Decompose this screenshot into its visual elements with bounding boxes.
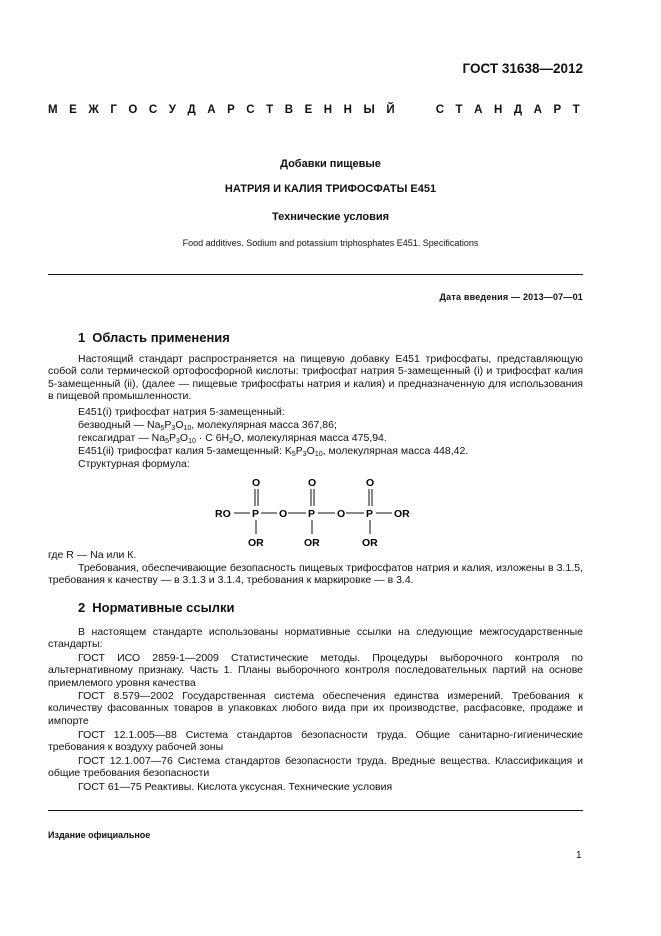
formula-right-group: OR [394,508,410,520]
title-divider [48,274,583,275]
section-1-heading [78,330,230,345]
interstate-letter: С [148,104,158,116]
section-2-heading [78,600,234,615]
interstate-standard-heading [48,104,580,116]
e451ii-line: Е451(ii) трифосфат калия 5-замещенный: $K_5P_3O_{10}$, молекулярная масса 448,42. [78,445,469,458]
interstate-letter: Н [323,104,333,116]
interstate-letter: Р [227,104,235,116]
title-line-1: Добавки пищевые [280,158,381,170]
interstate-letter: Г [110,104,117,116]
document-number: ГОСТ 31638—2012 [462,61,583,76]
section-2-title: Нормативные ссылки [92,600,235,615]
interstate-letter: А [207,104,216,116]
interstate-letter: С [435,104,444,116]
title-line-2: НАТРИЯ И КАЛИЯ ТРИФОСФАТЫ Е451 [224,183,437,195]
reference-item: ГОСТ ИСО 2859-1—2009 Статистические методы. Процедуры выборочного контроля по альтернативному признаку. Часть 1. Планы выборочного контроля последовательных партий на основе приемлемого уровня качества [48,652,583,689]
reference-item: ГОСТ 61—75 Реактивы. Кислота уксусная. Технические условия [78,781,393,793]
interstate-letter: Р [553,104,562,116]
section-2-number: 2 [78,600,86,615]
interstate-letter: О [128,104,138,116]
interstate-letter: Т [572,104,580,116]
interstate-letter: Ы [363,104,375,116]
interstate-letter: Т [266,104,274,116]
interstate-letter: М [48,104,58,116]
structural-formula-diagram [210,470,425,550]
formula-o-bridge-1: O [279,508,288,520]
interstate-letter: Ж [88,104,99,116]
formula-bottom-group-3: OR [362,537,378,549]
section-1-title: Область применения [92,330,230,345]
structural-formula-label: Структурная формула: [78,458,190,470]
formula-bottom-group-2: OR [304,537,320,549]
formula-o-top-2: O [308,477,317,489]
formula-p1: P [252,508,260,520]
interstate-letter: Д [187,104,196,116]
section-1-number: 1 [78,330,86,345]
interstate-word-gap [406,104,424,116]
interstate-letter: Н [343,104,352,116]
requirements-paragraph: Требования, обеспечивающие безопасность пищевых трифосфатов натрия и калия, изложены в 3.1.5, требования к качеству — в 3.1.3 и 3.1.4, требования к маркировке — в 3.4. [48,562,583,587]
interstate-letter: А [474,104,483,116]
footer-divider [48,810,583,811]
interstate-letter: Т [455,104,463,116]
formula-p2: P [308,508,316,520]
formula-o-top-1: O [252,477,261,489]
formula-bottom-group-1: OR [248,537,264,549]
english-title: Food additives. Sodium and potassium triphosphates E451. Specifications [182,238,479,248]
scope-paragraph: Настоящий стандарт распространяется на пищевую добавку Е451 трифосфаты, представляющую собой соли термической ортофосфорной кислоты: трифосфат натрия 5-замещенный (i) и трифосфат калия 5-замещенный (ii), (далее — пищевые трифосфаты натрия и калия) и предназначенную для использования в пищевой промышленности. [48,353,583,403]
title-line-3: Технические условия [271,211,390,223]
formula-p3: P [366,508,374,520]
anhydrous-line: безводный — $Na_5P_3O_{10}$, молекулярная масса 367,86; [78,419,337,432]
official-edition-label: Издание официальное [48,830,151,840]
reference-item: ГОСТ 12.1.007—76 Система стандартов безопасности труда. Вредные вещества. Классификация и общие требования безопасности [48,755,583,780]
references-intro: В настоящем стандарте использованы нормативные ссылки на следующие межгосударственные стандарты: [48,626,583,651]
interstate-letter: Д [513,104,523,116]
reference-item: ГОСТ 8.579—2002 Государственная система обеспечения единства измерений. Требования к количеству фасованных товаров в упаковках любого вида при их производстве, расфасовке, продаже и импорте [48,690,583,727]
introduction-date: Дата введения — 2013—07—01 [439,292,583,302]
interstate-letter: С [246,104,255,116]
page-number: 1 [576,850,582,861]
hexahydrate-line: гексагидрат — $Na_5P_3O_{10} \cdot С$ $6Н_2О$, молекулярная масса 475,94. [78,432,387,445]
interstate-letter: А [533,104,542,116]
interstate-letter: Е [69,104,77,116]
e451i-line: Е451(i) трифосфат натрия 5-замещенный: [78,406,285,418]
interstate-letter: Е [304,104,313,116]
interstate-letter: У [168,104,176,116]
interstate-letter: В [284,104,294,116]
interstate-letter: Н [493,104,503,116]
interstate-letter: Й [386,104,395,116]
formula-o-top-3: O [366,477,375,489]
where-r-line: где R — Na или К. [48,549,137,561]
reference-item: ГОСТ 12.1.005—88 Система стандартов безопасности труда. Общие санитарно-гигиенические требования к воздуху рабочей зоны [48,729,583,754]
formula-left-group: RO [215,508,231,520]
formula-o-bridge-2: O [337,508,346,520]
